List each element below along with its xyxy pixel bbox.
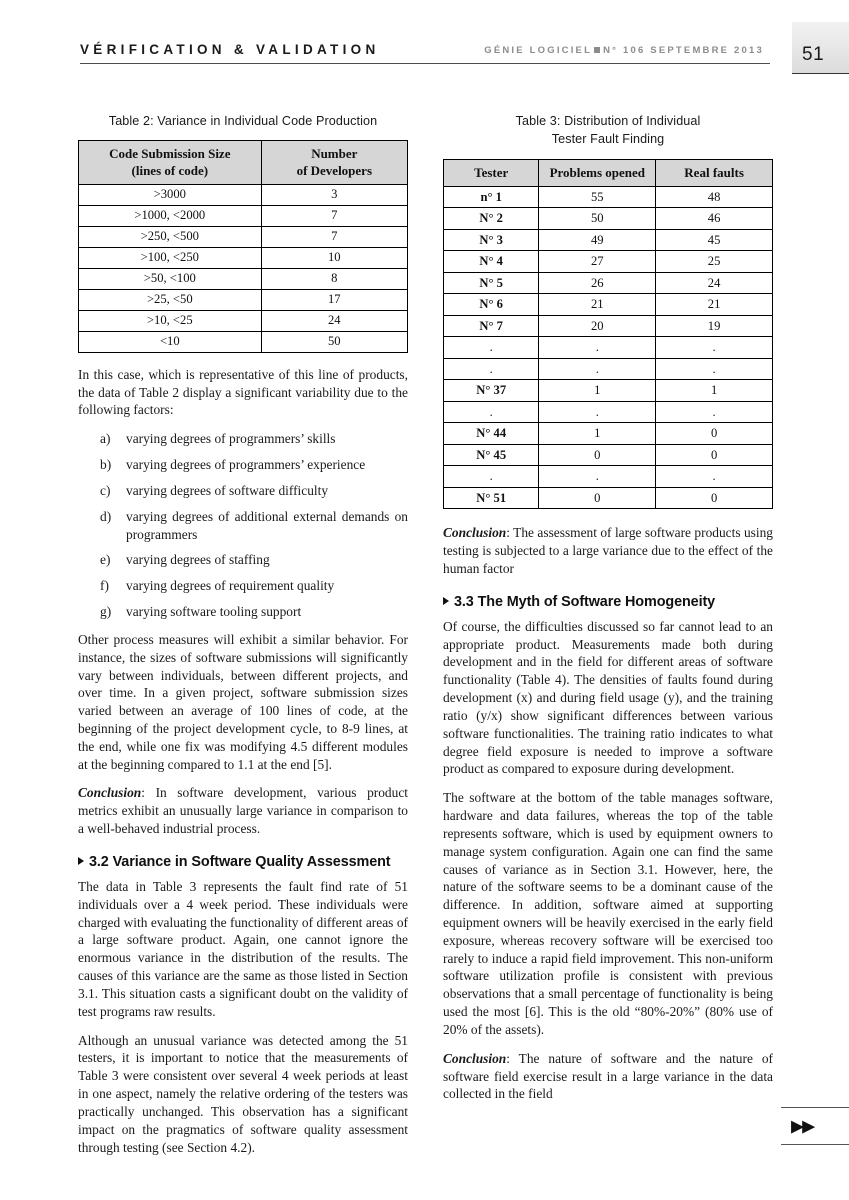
cell-size: >1000, <2000 — [79, 205, 262, 226]
table-header-row — [79, 141, 408, 185]
cell-size: >10, <25 — [79, 310, 262, 331]
folio-box — [792, 22, 849, 74]
cell-tester: . — [444, 401, 539, 423]
cell-faults: 19 — [656, 315, 773, 337]
table2-col-header-developers-line1: Number — [311, 146, 358, 162]
table3-col-header-problems-opened: Problems opened — [539, 159, 656, 186]
cell-problems: . — [539, 466, 656, 488]
cell-tester: N° 4 — [444, 251, 539, 273]
list-item — [100, 603, 408, 621]
table-3-distribution-of-individual-tester-fault-finding — [443, 159, 773, 510]
list-marker: g) — [100, 604, 112, 620]
conclusion-label: Conclusion — [443, 525, 507, 541]
triangle-bullet-icon — [78, 857, 84, 865]
list-item-text: varying degrees of programmers’ experience — [126, 457, 366, 473]
list-item-text: varying degrees of requirement quality — [126, 578, 335, 594]
cell-size: <10 — [79, 331, 262, 352]
table-2-variance-in-individual-code-production — [78, 140, 408, 353]
conclusion-label: Conclusion — [78, 785, 142, 801]
section-heading-3-2-text: 3.2 Variance in Software Quality Assessment — [89, 853, 391, 870]
next-page-marker — [781, 1107, 849, 1145]
table2-col-header-size — [79, 141, 262, 185]
paragraph-intro: In this case, which is representative of this line of products, the data of Table 2 display a significant variability due to the following factors: — [78, 366, 408, 418]
cell-problems: . — [539, 401, 656, 423]
cell-count: 50 — [261, 331, 407, 352]
list-item — [100, 430, 408, 448]
cell-problems: 26 — [539, 272, 656, 294]
cell-faults: 0 — [656, 487, 773, 509]
cell-faults: . — [656, 358, 773, 380]
conclusion-label: Conclusion — [443, 1050, 507, 1066]
square-bullet-icon — [594, 47, 600, 53]
table-row — [79, 184, 408, 205]
table2-col-header-developers — [261, 141, 407, 185]
table-row — [79, 247, 408, 268]
table-row — [79, 268, 408, 289]
list-item — [100, 482, 408, 500]
cell-tester: N° 3 — [444, 229, 539, 251]
cell-count: 24 — [261, 310, 407, 331]
right-column — [443, 112, 773, 1114]
table2-col-header-size-line2: (lines of code) — [131, 162, 209, 178]
table-row — [444, 487, 773, 509]
table-row — [79, 226, 408, 247]
cell-count: 3 — [261, 184, 407, 205]
cell-problems: 27 — [539, 251, 656, 273]
cell-tester: N° 51 — [444, 487, 539, 509]
list-marker: b) — [100, 457, 112, 473]
triangle-bullet-icon — [443, 597, 449, 605]
cell-tester: . — [444, 337, 539, 359]
table-row — [444, 186, 773, 208]
table3-caption — [443, 112, 773, 149]
cell-faults: 0 — [656, 423, 773, 445]
cell-problems: 50 — [539, 208, 656, 230]
conclusion-text: : The nature of software and the nature of software field exercise result in a large variance in the data collected in the field — [443, 1050, 773, 1102]
cell-tester: . — [444, 358, 539, 380]
list-item — [100, 508, 408, 544]
cell-tester: N° 5 — [444, 272, 539, 294]
table2-body — [79, 184, 408, 352]
list-item — [100, 456, 408, 474]
cell-tester: . — [444, 466, 539, 488]
table-row — [444, 251, 773, 273]
cell-size: >250, <500 — [79, 226, 262, 247]
cell-tester: N° 45 — [444, 444, 539, 466]
table-row-ellipsis — [444, 466, 773, 488]
table-row — [444, 423, 773, 445]
cell-tester: N° 44 — [444, 423, 539, 445]
table2-col-header-developers-line2: of Developers — [296, 162, 373, 178]
table-row — [444, 315, 773, 337]
table-row — [79, 289, 408, 310]
paragraph-other-process-measures: Other process measures will exhibit a similar behavior. For instance, the sizes of software submissions will significantly vary between individuals, between different projects, and over time. In a given project, software submission sizes varied between an average of 100 lines of code, at the beginning of the project development cycle, to 8-9 lines, at the end, while one fix was modifying 4.5 different modules at the beginning compared to 1.1 at the end [5]. — [78, 631, 408, 772]
table3-col-header-tester: Tester — [444, 159, 539, 186]
cell-problems: 1 — [539, 423, 656, 445]
running-head-journal — [484, 45, 764, 56]
table-row — [444, 444, 773, 466]
cell-count: 17 — [261, 289, 407, 310]
table-row-ellipsis — [444, 337, 773, 359]
cell-count: 8 — [261, 268, 407, 289]
section-heading-3-2 — [78, 854, 408, 870]
paragraph-3-3-b: The software at the bottom of the table manages software, hardware and data failures, whereas the top of the table represents software, which is used by equipment owners to manage system configuration. Again one can find the same causes of variance as in Section 3.1. However, here, the nature of the software seems to be a dominant cause of the difference. In addition, software aimed at supporting equipment owners will be heavily exercised in the early field exposure, whereas recovery software will be exercised too rarely to induce a rapid field improvement. This non-uniform software utilization profile is consistent with previous observations that a small percentage of functionality is being used the most [6]. This is the old “80%-20%” (80% use of 20% of the assets). — [443, 790, 773, 1037]
double-right-arrow-icon: ▶▶ — [791, 1116, 814, 1136]
paragraph-3-2-b: Although an unusual variance was detected among the 51 testers, it is important to notice that the measurements of Table 3 were consistent over several 4 week periods at least in one aspect, namely the relative ordering of the testers was practically unchanged. This observation has a significant impact on the pragmatics of software quality assessment through testing (see Section 4.2). — [78, 1032, 408, 1155]
cell-problems: 21 — [539, 294, 656, 316]
cell-faults: 1 — [656, 380, 773, 402]
cell-size: >25, <50 — [79, 289, 262, 310]
conclusion-text: : In software development, various product metrics exhibit an unusually large variance in comparison to a well-behaved industrial process. — [78, 785, 408, 837]
cell-count: 7 — [261, 226, 407, 247]
cell-faults: . — [656, 337, 773, 359]
cell-problems: 0 — [539, 444, 656, 466]
conclusion-3 — [443, 1050, 773, 1103]
table3-body — [444, 186, 773, 509]
table-row-ellipsis — [444, 401, 773, 423]
page-header — [0, 0, 849, 92]
running-head-title: VÉRIFICATION & VALIDATION — [80, 42, 380, 57]
cell-size: >50, <100 — [79, 268, 262, 289]
cell-problems: 1 — [539, 380, 656, 402]
cell-faults: . — [656, 401, 773, 423]
cell-faults: 24 — [656, 272, 773, 294]
list-item-text: varying degrees of programmers’ skills — [126, 431, 336, 447]
cell-count: 10 — [261, 247, 407, 268]
cell-faults: 0 — [656, 444, 773, 466]
section-heading-3-3 — [443, 594, 773, 610]
journal-issue: N° 106 SEPTEMBRE 2013 — [603, 45, 764, 56]
journal-name: GÉNIE LOGICIEL — [484, 45, 593, 56]
conclusion-1 — [78, 784, 408, 837]
list-item-text: varying degrees of staffing — [126, 552, 270, 568]
cell-faults: 48 — [656, 186, 773, 208]
table2-col-header-size-line1: Code Submission Size — [109, 146, 231, 162]
factors-list — [78, 430, 408, 621]
list-marker: c) — [100, 482, 111, 498]
cell-problems: 49 — [539, 229, 656, 251]
cell-problems: 55 — [539, 186, 656, 208]
header-rule — [80, 63, 770, 64]
cell-count: 7 — [261, 205, 407, 226]
list-item — [100, 577, 408, 595]
conclusion-text: : The assessment of large software products using testing is subjected to a large variance due to the effect of the human factor — [443, 525, 773, 576]
table-header-row — [444, 159, 773, 186]
page-number: 51 — [802, 44, 825, 65]
list-item-text: varying software tooling support — [126, 604, 302, 620]
cell-tester: N° 2 — [444, 208, 539, 230]
cell-size: >3000 — [79, 184, 262, 205]
section-heading-3-3-text: 3.3 The Myth of Software Homogeneity — [454, 593, 716, 610]
list-marker: a) — [100, 431, 111, 447]
cell-size: >100, <250 — [79, 247, 262, 268]
cell-faults: 45 — [656, 229, 773, 251]
cell-tester: N° 37 — [444, 380, 539, 402]
list-marker: d) — [100, 508, 112, 524]
list-item — [100, 551, 408, 569]
table-row — [444, 294, 773, 316]
cell-problems: 20 — [539, 315, 656, 337]
list-marker: e) — [100, 552, 111, 568]
cell-faults: 25 — [656, 251, 773, 273]
table-row — [444, 272, 773, 294]
table3-caption-line2: Tester Fault Finding — [551, 132, 665, 147]
paragraph-3-2-a: The data in Table 3 represents the fault find rate of 51 individuals over a 4 week period. These individuals were charged with evaluating the functionality of different areas of a large software product. Again, one cannot ignore the enormous variance in the distribution of the results. The causes of this variance are the same as those listed in Section 3.1. This situation casts a significant doubt on the validity of test programs raw results. — [78, 878, 408, 1019]
table-row-ellipsis — [444, 358, 773, 380]
list-item-text: varying degrees of additional external demands on programmers — [126, 508, 408, 542]
left-column — [78, 112, 408, 1167]
table-row — [79, 310, 408, 331]
table-row — [444, 380, 773, 402]
table3-caption-line1: Table 3: Distribution of Individual — [515, 114, 701, 128]
cell-problems: . — [539, 358, 656, 380]
table2-caption: Table 2: Variance in Individual Code Production — [108, 114, 378, 128]
list-marker: f) — [100, 578, 109, 594]
paragraph-3-3-a: Of course, the difficulties discussed so far cannot lead to an appropriate product. Measurements made both during development and in the field for different areas of software functionality (Table 4). The densities of faults found during development (x) and during field usage (y), and the training ratio (y/x) show significant differences between various software functionalities. The training ratio indicates to what degree field exposure is needed to improve a software product as compared to exposure during development. — [443, 618, 773, 777]
cell-faults: 46 — [656, 208, 773, 230]
cell-tester: n° 1 — [444, 186, 539, 208]
table3-col-header-real-faults: Real faults — [656, 159, 773, 186]
cell-faults: . — [656, 466, 773, 488]
cell-tester: N° 6 — [444, 294, 539, 316]
cell-problems: 0 — [539, 487, 656, 509]
table-row — [79, 205, 408, 226]
cell-tester: N° 7 — [444, 315, 539, 337]
table-row — [79, 331, 408, 352]
cell-faults: 21 — [656, 294, 773, 316]
list-item-text: varying degrees of software difficulty — [126, 482, 329, 498]
cell-problems: . — [539, 337, 656, 359]
conclusion-2 — [443, 524, 773, 577]
table-row — [444, 229, 773, 251]
table-row — [444, 208, 773, 230]
